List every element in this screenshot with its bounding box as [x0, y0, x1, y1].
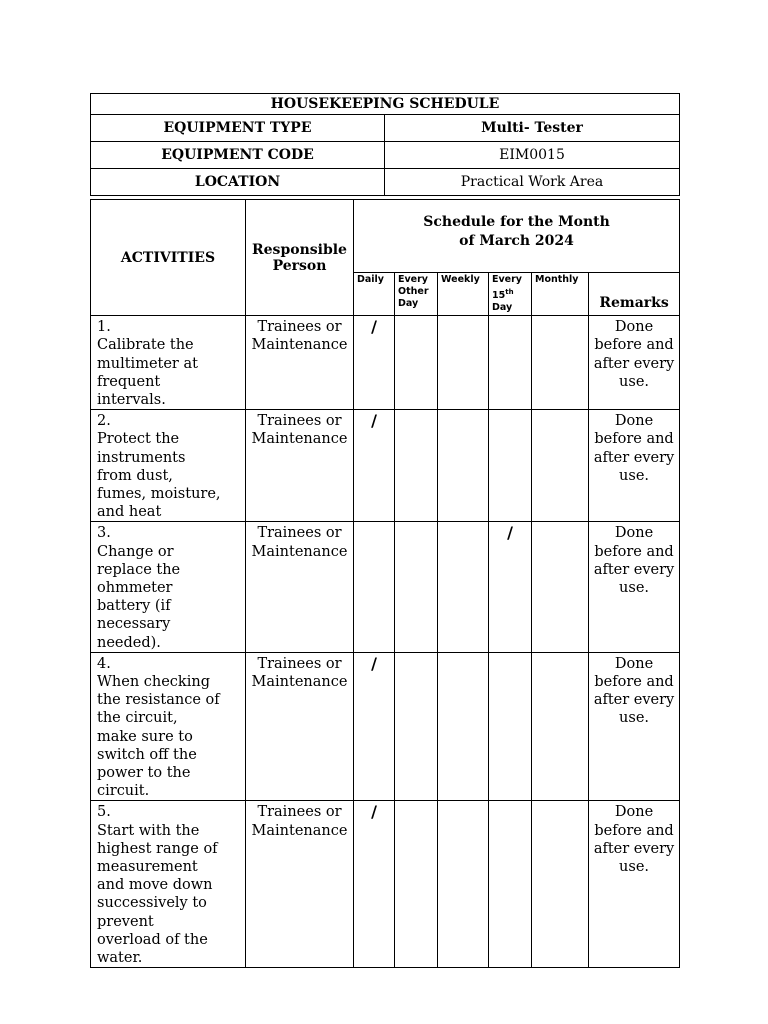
location-label: LOCATION	[91, 169, 385, 196]
monthly-check	[532, 652, 589, 801]
monthly-check	[532, 316, 589, 410]
schedule-title: HOUSEKEEPING SCHEDULE	[91, 94, 680, 115]
table-row	[91, 316, 680, 410]
activity-number: 2.	[97, 413, 111, 430]
weekly-check	[438, 652, 489, 801]
location-value: Practical Work Area	[385, 169, 680, 196]
responsible-cell: Trainees or Maintenance	[246, 316, 354, 410]
monthly-header: Monthly	[532, 273, 589, 316]
equipment-code-label: EQUIPMENT CODE	[91, 142, 385, 169]
activity-number: 5.	[97, 804, 111, 821]
weekly-check	[438, 522, 489, 652]
responsible-cell: Trainees or Maintenance	[246, 522, 354, 652]
schedule-month-header	[354, 200, 680, 273]
table-row	[91, 652, 680, 801]
weekly-check	[438, 801, 489, 968]
schedule-month-line1: Schedule for the Month	[423, 214, 610, 230]
every-15th-line3: Day	[492, 302, 513, 314]
activity-number: 1.	[97, 319, 111, 336]
activity-text: Protect the instruments from dust, fumes, moisture, and heat	[97, 431, 221, 521]
activity-number: 3.	[97, 525, 111, 542]
remarks-cell: Done before and after every use.	[589, 652, 680, 801]
remarks-cell: Done before and after every use.	[589, 316, 680, 410]
every-other-day-header: Every Other Day	[395, 273, 438, 316]
every-other-day-check	[395, 801, 438, 968]
responsible-person-header: Responsible Person	[246, 200, 354, 316]
every-15th-day-header	[489, 273, 532, 316]
activity-cell	[91, 652, 246, 801]
every-15th-sup: th	[505, 288, 514, 296]
monthly-check	[532, 522, 589, 652]
activity-text: Start with the highest range of measurement and move down successively to prevent overload of the water.	[97, 822, 218, 967]
every-other-day-check	[395, 410, 438, 522]
activity-cell	[91, 316, 246, 410]
header-table	[90, 93, 680, 196]
weekly-check	[438, 316, 489, 410]
activities-header: ACTIVITIES	[91, 200, 246, 316]
responsible-cell: Trainees or Maintenance	[246, 410, 354, 522]
daily-check: /	[354, 410, 395, 522]
table-row	[91, 522, 680, 652]
daily-check	[354, 522, 395, 652]
table-row	[91, 410, 680, 522]
activity-cell	[91, 522, 246, 652]
every-15th-line2: 15	[492, 290, 506, 302]
remarks-cell: Done before and after every use.	[589, 410, 680, 522]
every-15th-line1: Every	[492, 274, 523, 285]
responsible-cell: Trainees or Maintenance	[246, 652, 354, 801]
daily-check: /	[354, 801, 395, 968]
every-other-day-check	[395, 652, 438, 801]
monthly-check	[532, 410, 589, 522]
daily-check: /	[354, 316, 395, 410]
every-15th-check	[489, 801, 532, 968]
equipment-type-label: EQUIPMENT TYPE	[91, 115, 385, 142]
every-other-day-check	[395, 522, 438, 652]
equipment-code-value: EIM0015	[385, 142, 680, 169]
equipment-type-value: Multi- Tester	[385, 115, 680, 142]
weekly-check	[438, 410, 489, 522]
activity-text: Calibrate the multimeter at frequent intervals.	[97, 337, 198, 408]
remarks-cell: Done before and after every use.	[589, 801, 680, 968]
every-other-day-check	[395, 316, 438, 410]
every-15th-check	[489, 410, 532, 522]
remarks-header: Remarks	[589, 273, 680, 316]
every-15th-check	[489, 316, 532, 410]
table-row	[91, 801, 680, 968]
schedule-table	[90, 199, 680, 968]
activity-number: 4.	[97, 655, 111, 672]
daily-check: /	[354, 652, 395, 801]
activity-text: When checking the resistance of the circuit, make sure to switch off the power to the circuit.	[97, 674, 220, 800]
activity-cell	[91, 801, 246, 968]
monthly-check	[532, 801, 589, 968]
every-15th-check	[489, 652, 532, 801]
responsible-cell: Trainees or Maintenance	[246, 801, 354, 968]
every-15th-check: /	[489, 522, 532, 652]
weekly-header: Weekly	[438, 273, 489, 316]
activity-cell	[91, 410, 246, 522]
daily-header: Daily	[354, 273, 395, 316]
schedule-month-line2: of March 2024	[459, 233, 574, 249]
activity-text: Change or replace the ohmmeter battery (if necessary needed).	[97, 543, 181, 651]
remarks-cell: Done before and after every use.	[589, 522, 680, 652]
